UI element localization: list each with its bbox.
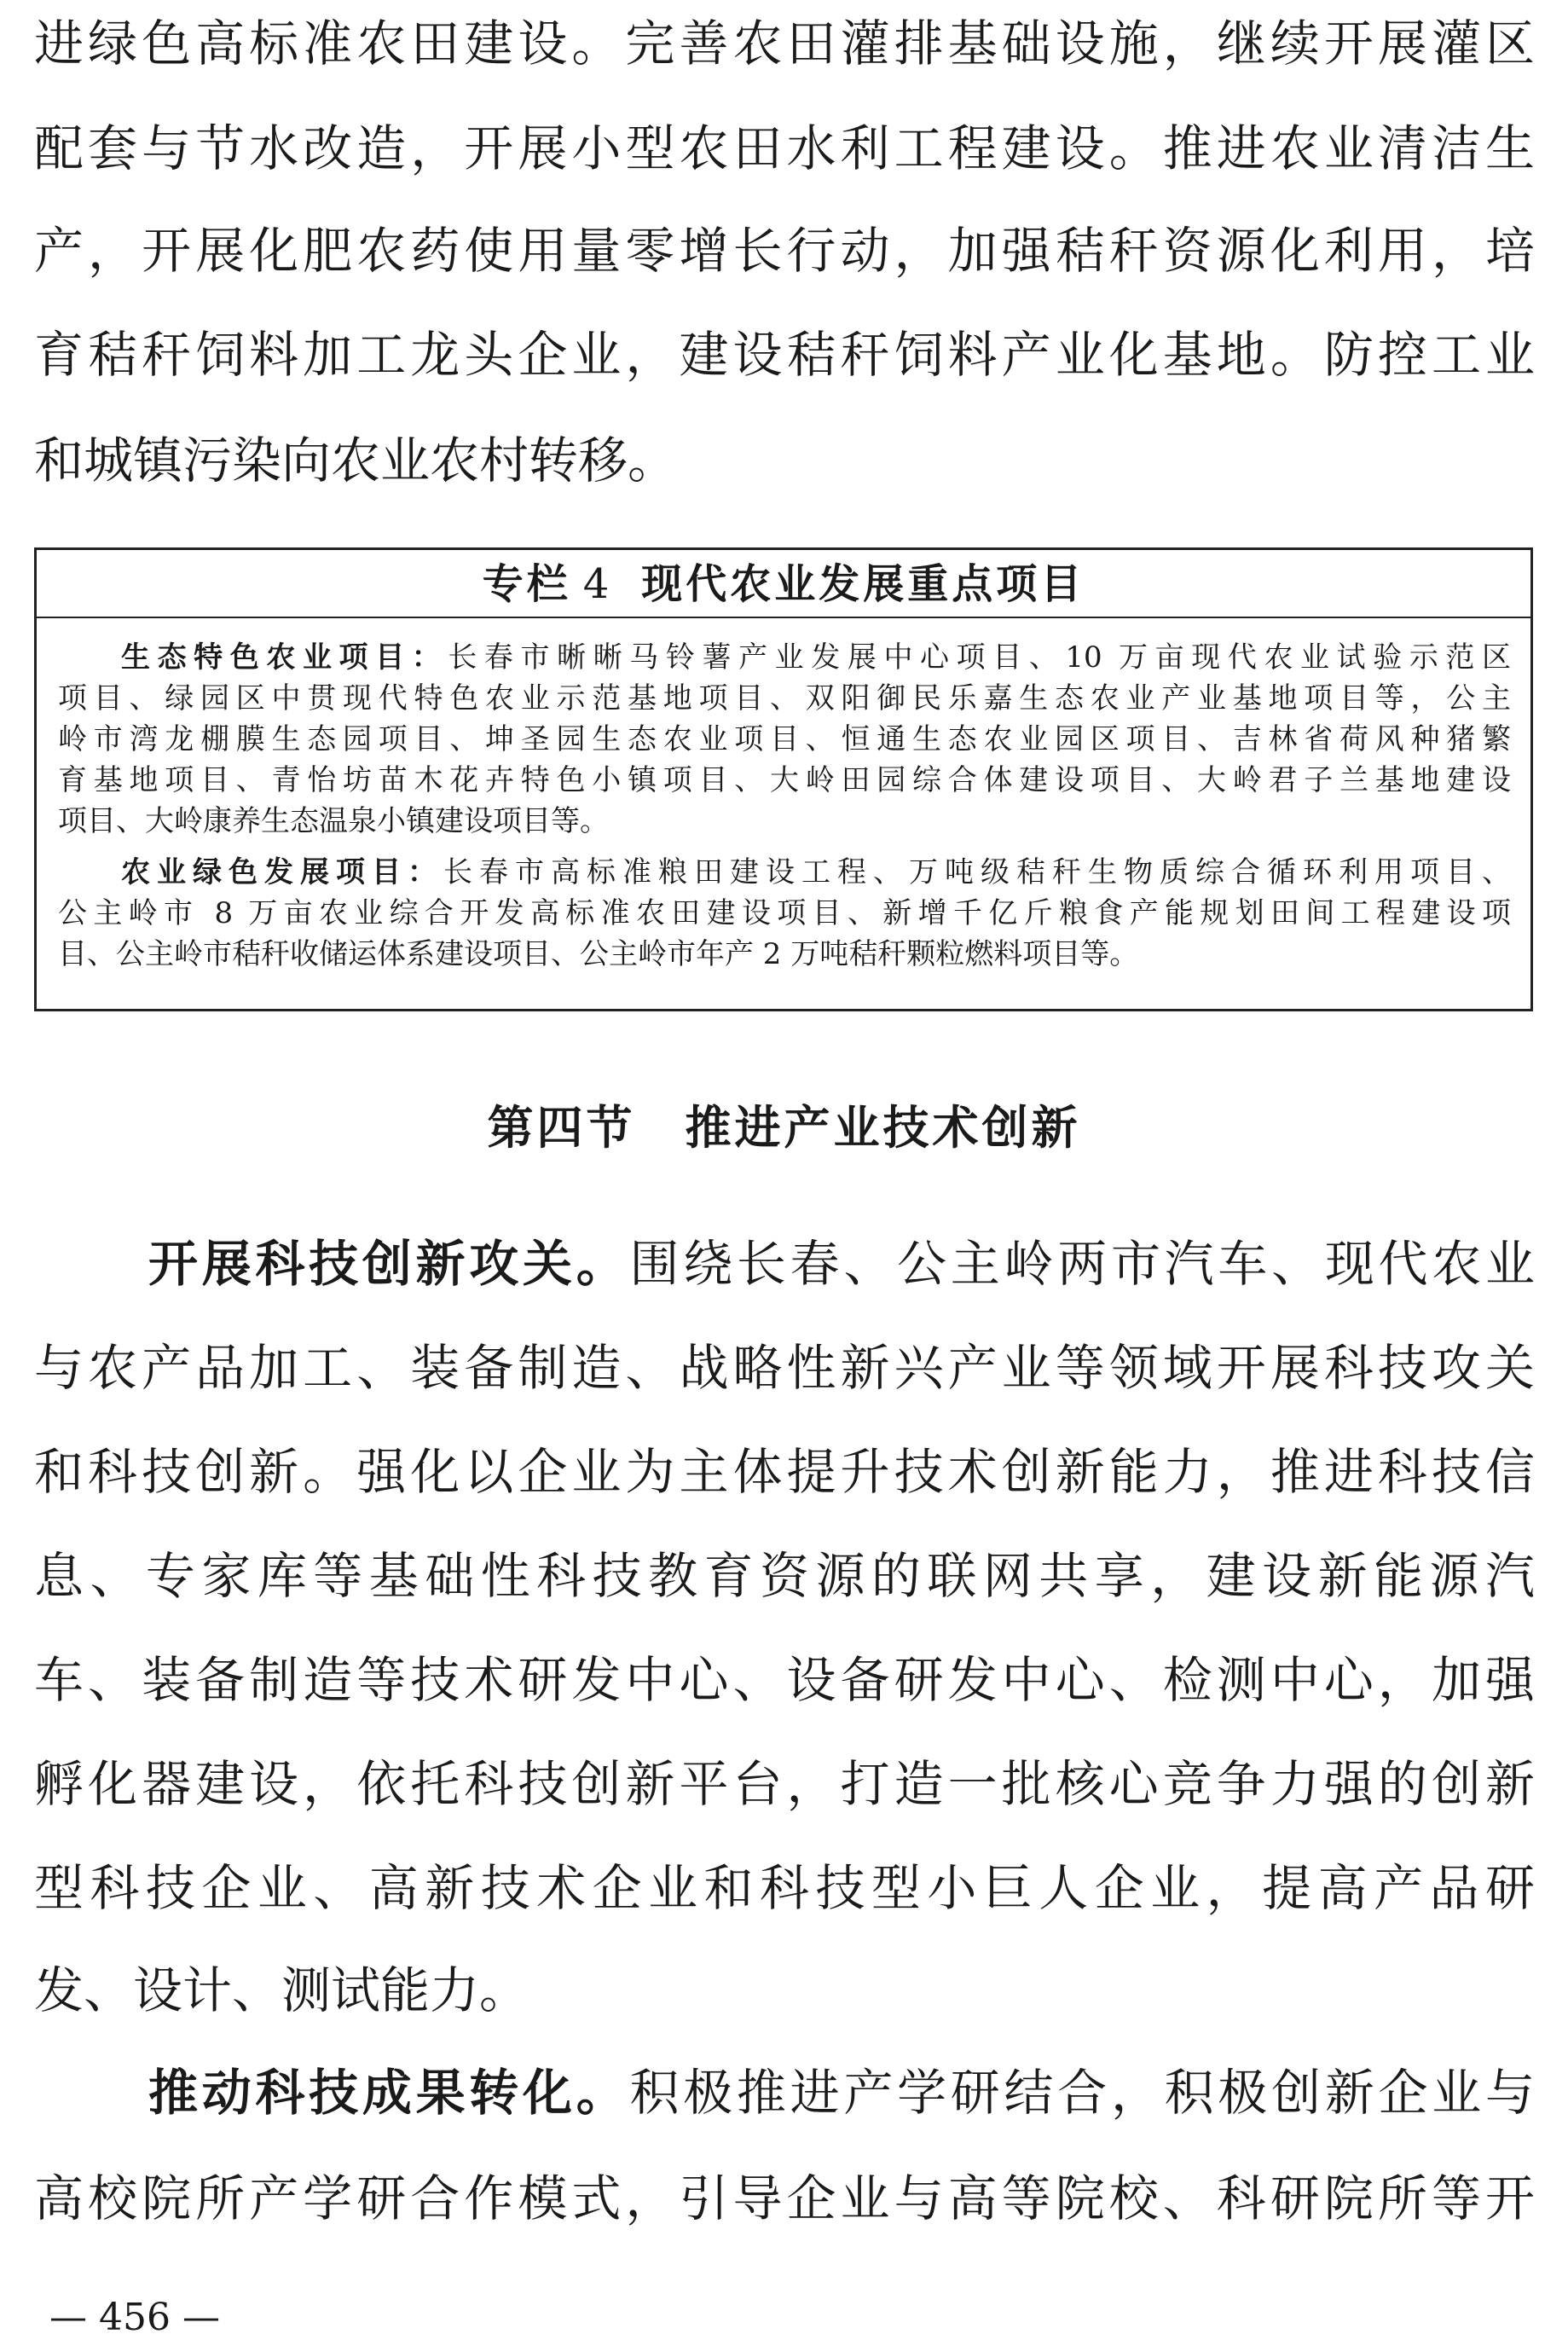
text-line: 发、设计、测试能力。 bbox=[34, 1961, 529, 2019]
text-line: 息、专家库等基础性科技教育资源的联网共享，建设新能源汽 bbox=[34, 1547, 1535, 1605]
box-item-first-line bbox=[121, 857, 1511, 888]
paragraph-lead: 开展科技创新攻关。 bbox=[148, 1235, 630, 1293]
title-prefix: 专栏 bbox=[482, 560, 571, 608]
paragraph-text: 积极推进产学研结合，积极创新企业与 bbox=[629, 2064, 1535, 2122]
text-line: 产，开展化肥农药使用量零增长行动，加强秸秆资源化利用，培 bbox=[34, 222, 1535, 280]
text-line: 高校院所产学研合作模式，引导企业与高等院校、科研院所等开 bbox=[34, 2169, 1535, 2227]
box-text-line: 岭市湾龙棚膜生态园项目、坤圣园生态农业项目、恒通生态农业园区项目、吉林省荷风种猪繁 bbox=[58, 722, 1511, 756]
text-line: 型科技企业、高新技术企业和科技型小巨人企业，提高产品研 bbox=[34, 1859, 1535, 1917]
item-lead: 农业绿色发展项目： bbox=[121, 855, 443, 889]
text-line: 和城镇污染向农业农村转移。 bbox=[34, 432, 678, 489]
sidebar-box bbox=[34, 547, 1533, 1011]
item-lead: 生态特色农业项目： bbox=[121, 640, 448, 675]
page-number: — 456 — bbox=[49, 2296, 220, 2339]
text-line: 育秸秆饲料加工龙头企业，建设秸秆饲料产业化基地。防控工业 bbox=[34, 326, 1535, 384]
paragraph-lead: 推动科技成果转化。 bbox=[148, 2064, 630, 2122]
title-number: 4 bbox=[582, 560, 613, 608]
text-line: 与农产品加工、装备制造、战略性新兴产业等领域开展科技攻关 bbox=[34, 1339, 1535, 1397]
text-line: 进绿色高标准农田建设。完善农田灌排基础设施，继续开展灌区 bbox=[34, 14, 1535, 72]
text-line: 和科技创新。强化以企业为主体提升技术创新能力，推进科技信 bbox=[34, 1443, 1535, 1501]
text-line: 配套与节水改造，开展小型农田水利工程建设。推进农业清洁生 bbox=[34, 119, 1535, 177]
paragraph-first-line bbox=[148, 2064, 1535, 2122]
text-line: 车、装备制造等技术研发中心、设备研发中心、检测中心，加强 bbox=[34, 1651, 1535, 1709]
item-text: 长春市高标准粮田建设工程、万吨级秸秆生物质综合循环利用项目、 bbox=[443, 855, 1511, 889]
text-line: 孵化器建设，依托科技创新平台，打造一批核心竞争力强的创新 bbox=[34, 1755, 1535, 1813]
box-text-line: 公主岭市 8 万亩农业综合开发高标准农田建设项目、新增千亿斤粮食产能规划田间工程建设项 bbox=[58, 896, 1511, 930]
title-text: 现代农业发展重点项目 bbox=[641, 560, 1085, 608]
sidebar-box-title bbox=[37, 550, 1530, 618]
box-text-line: 项目、大岭康养生态温泉小镇建设项目等。 bbox=[58, 804, 609, 838]
box-text-line: 项目、绿园区中贯现代特色农业示范基地项目、双阳御民乐嘉生态农业产业基地项目等，公主 bbox=[58, 681, 1511, 715]
item-text: 长春市晰晰马铃薯产业发展中心项目、10 万亩现代农业试验示范区 bbox=[448, 640, 1512, 675]
box-item-first-line bbox=[121, 642, 1511, 673]
paragraph-first-line bbox=[148, 1235, 1535, 1293]
box-text-line: 目、公主岭市秸秆收储运体系建设项目、公主岭市年产 2 万吨秸秆颗粒燃料项目等。 bbox=[58, 937, 1139, 971]
box-text-line: 育基地项目、青怡坊苗木花卉特色小镇项目、大岭田园综合体建设项目、大岭君子兰基地建设 bbox=[58, 763, 1511, 797]
section-heading: 第四节 推进产业技术创新 bbox=[487, 1100, 1081, 1155]
paragraph-text: 围绕长春、公主岭两市汽车、现代农业 bbox=[629, 1235, 1535, 1293]
